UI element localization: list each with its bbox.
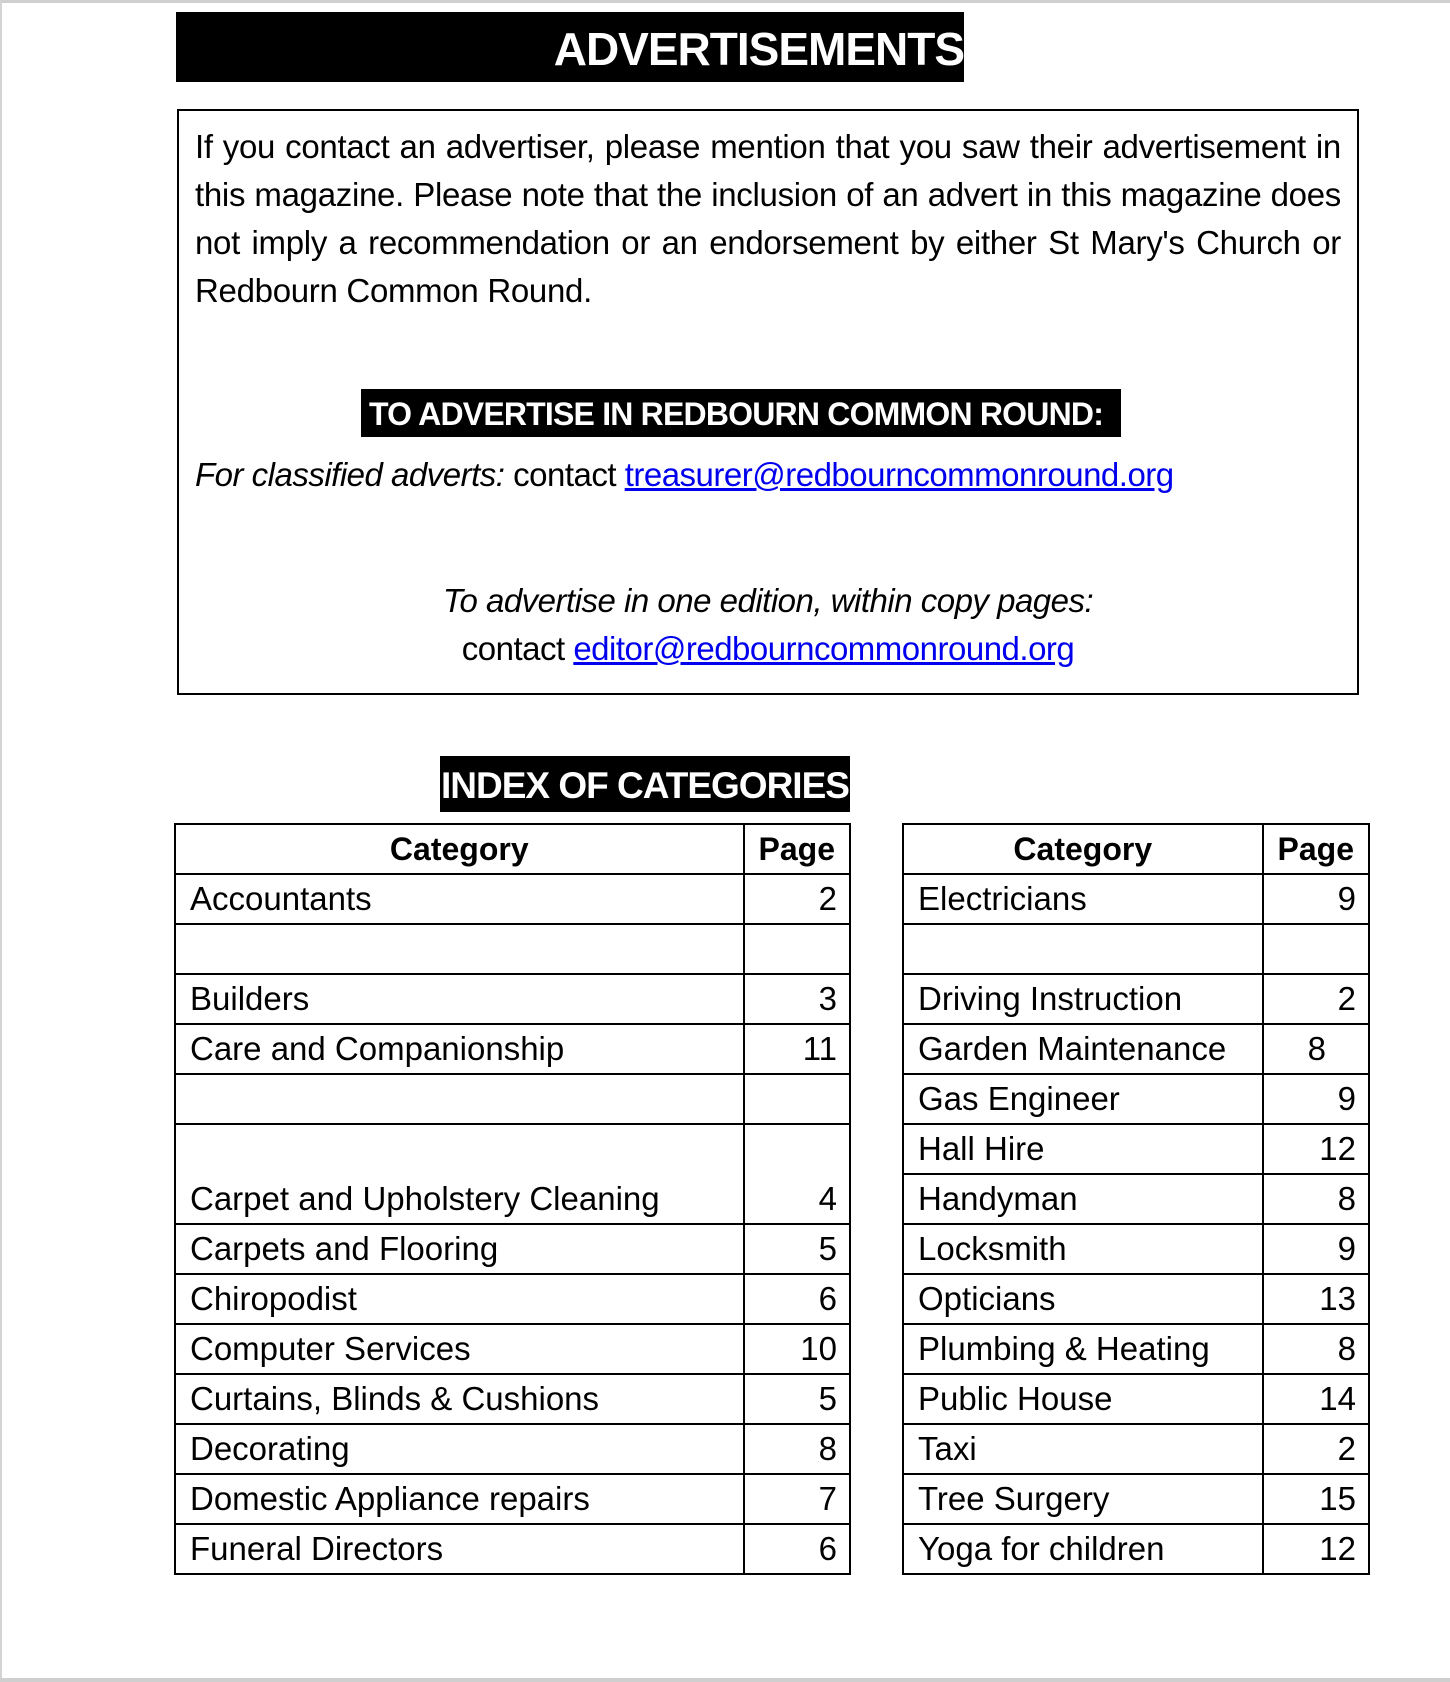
table-row xyxy=(903,1174,1369,1224)
page-cell: 6 xyxy=(744,1274,850,1324)
category-cell: Driving Instruction xyxy=(903,974,1263,1024)
table-row xyxy=(175,1474,850,1524)
page-cell: 5 xyxy=(744,1374,850,1424)
page-cell: 9 xyxy=(1263,1224,1369,1274)
page-cell: 10 xyxy=(744,1324,850,1374)
table-row xyxy=(903,1024,1369,1074)
category-cell: Plumbing & Heating xyxy=(903,1324,1263,1374)
table-row xyxy=(903,874,1369,924)
table-header-row xyxy=(175,824,850,874)
page-cell: 2 xyxy=(1263,974,1369,1024)
page-cell: 8 xyxy=(1263,1174,1369,1224)
category-cell: Carpet and Upholstery Cleaning xyxy=(175,1124,744,1224)
category-cell xyxy=(175,1074,744,1124)
column-header-page: Page xyxy=(1263,824,1369,874)
page-top-border xyxy=(0,0,1450,3)
column-header-category: Category xyxy=(903,824,1263,874)
category-cell: Public House xyxy=(903,1374,1263,1424)
page-cell: 12 xyxy=(1263,1524,1369,1574)
page-title: ADVERTISEMENTS xyxy=(176,12,964,82)
table-row xyxy=(903,1074,1369,1124)
category-cell: Funeral Directors xyxy=(175,1524,744,1574)
category-cell: Accountants xyxy=(175,874,744,924)
table-row xyxy=(175,1124,850,1224)
table-row xyxy=(903,1524,1369,1574)
category-cell: Hall Hire xyxy=(903,1124,1263,1174)
table-row xyxy=(903,1324,1369,1374)
category-cell: Domestic Appliance repairs xyxy=(175,1474,744,1524)
table-row xyxy=(903,924,1369,974)
category-cell: Decorating xyxy=(175,1424,744,1474)
category-cell: Taxi xyxy=(903,1424,1263,1474)
table-row xyxy=(175,1524,850,1574)
table-row xyxy=(903,1274,1369,1324)
category-cell: Yoga for children xyxy=(903,1524,1263,1574)
page-cell: 11 xyxy=(744,1024,850,1074)
page-cell: 6 xyxy=(744,1524,850,1574)
table-row xyxy=(175,874,850,924)
page-cell xyxy=(744,1074,850,1124)
treasurer-email-link[interactable]: treasurer@redbourncommonround.org xyxy=(624,456,1174,493)
page-cell: 7 xyxy=(744,1474,850,1524)
table-header-row xyxy=(903,824,1369,874)
advertise-heading: TO ADVERTISE IN REDBOURN COMMON ROUND: xyxy=(361,389,1121,437)
category-cell xyxy=(175,924,744,974)
category-cell: Computer Services xyxy=(175,1324,744,1374)
category-cell: Tree Surgery xyxy=(903,1474,1263,1524)
page-cell: 2 xyxy=(1263,1424,1369,1474)
table-row xyxy=(903,974,1369,1024)
page-cell: 15 xyxy=(1263,1474,1369,1524)
page-bottom-border xyxy=(0,1678,1450,1682)
column-header-category: Category xyxy=(175,824,744,874)
category-cell: Chiropodist xyxy=(175,1274,744,1324)
table-row xyxy=(175,1374,850,1424)
editor-email-link[interactable]: editor@redbourncommonround.org xyxy=(573,630,1075,667)
table-row xyxy=(175,1424,850,1474)
category-cell: Opticians xyxy=(903,1274,1263,1324)
table-row xyxy=(175,1324,850,1374)
classified-contact-word: contact xyxy=(504,456,625,493)
category-cell: Curtains, Blinds & Cushions xyxy=(175,1374,744,1424)
page-cell: 5 xyxy=(744,1224,850,1274)
classified-adverts-line xyxy=(195,451,1355,499)
category-cell: Builders xyxy=(175,974,744,1024)
page-cell: 12 xyxy=(1263,1124,1369,1174)
table-row xyxy=(903,1374,1369,1424)
column-header-page: Page xyxy=(744,824,850,874)
table-row xyxy=(903,1424,1369,1474)
category-index-table-right xyxy=(902,823,1370,1575)
page-cell: 2 xyxy=(744,874,850,924)
table-row xyxy=(175,1074,850,1124)
page-left-border xyxy=(0,0,2,1682)
category-cell: Electricians xyxy=(903,874,1263,924)
page-cell: 9 xyxy=(1263,874,1369,924)
advertising-info-box xyxy=(177,109,1359,695)
table-row xyxy=(175,1024,850,1074)
page-cell: 14 xyxy=(1263,1374,1369,1424)
table-row xyxy=(175,974,850,1024)
table-row xyxy=(175,924,850,974)
edition-contact-line xyxy=(179,625,1357,673)
page-cell: 13 xyxy=(1263,1274,1369,1324)
page-cell: 4 xyxy=(744,1124,850,1224)
table-row xyxy=(175,1224,850,1274)
category-cell xyxy=(903,924,1263,974)
edition-advert-label: To advertise in one edition, within copy pages: xyxy=(442,582,1094,619)
page-cell: 8 xyxy=(1263,1024,1369,1074)
category-cell: Locksmith xyxy=(903,1224,1263,1274)
category-cell: Gas Engineer xyxy=(903,1074,1263,1124)
category-index-table-left xyxy=(174,823,851,1575)
category-cell: Handyman xyxy=(903,1174,1263,1224)
page-cell: 8 xyxy=(744,1424,850,1474)
page-cell: 9 xyxy=(1263,1074,1369,1124)
table-row xyxy=(903,1124,1369,1174)
page-cell: 3 xyxy=(744,974,850,1024)
page-cell: 8 xyxy=(1263,1324,1369,1374)
edition-contact-word: contact xyxy=(461,630,574,667)
table-row xyxy=(903,1224,1369,1274)
category-cell: Garden Maintenance xyxy=(903,1024,1263,1074)
table-row xyxy=(903,1474,1369,1524)
page-cell xyxy=(744,924,850,974)
disclaimer-text: If you contact an advertiser, please mention that you saw their advertisement in this magazine. Please note that the inclusion of an advert in this magazine does not imply a recommendation or an endorsement by either St Mary's Church or Redbourn Common Round. xyxy=(195,128,1341,309)
index-heading: INDEX OF CATEGORIES xyxy=(440,756,850,812)
category-cell: Carpets and Flooring xyxy=(175,1224,744,1274)
category-cell: Care and Companionship xyxy=(175,1024,744,1074)
classified-label: For classified adverts: xyxy=(195,456,505,493)
table-row xyxy=(175,1274,850,1324)
page-cell xyxy=(1263,924,1369,974)
